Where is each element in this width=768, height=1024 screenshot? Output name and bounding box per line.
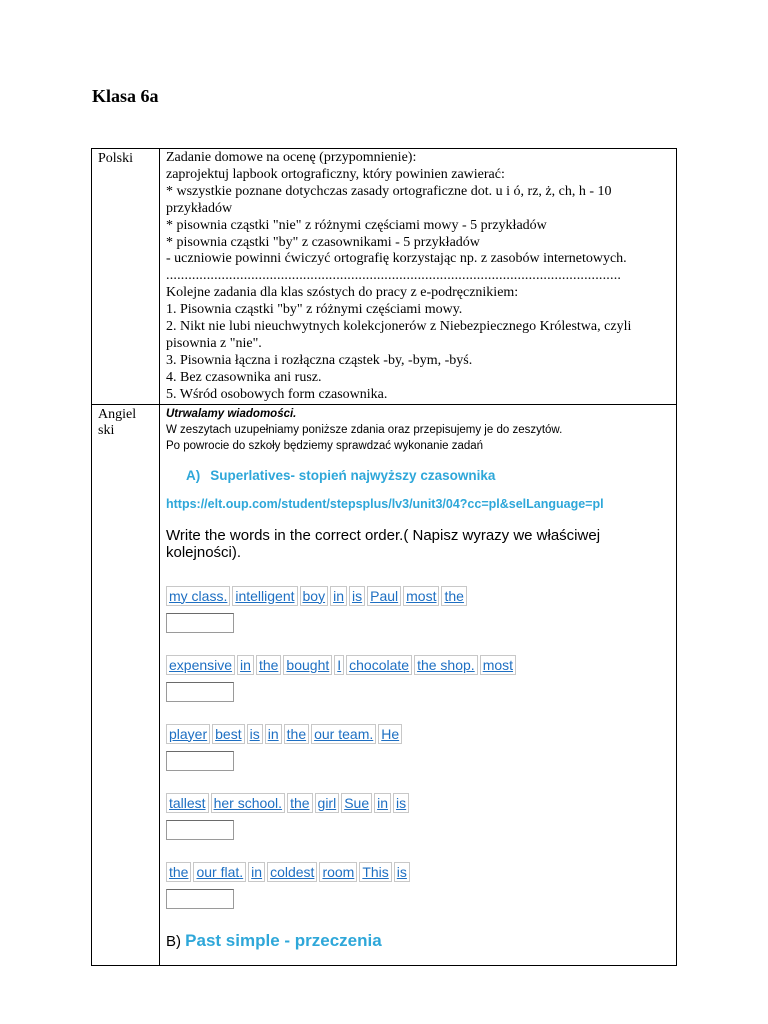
- instruction-text: Write the words in the correct order.( Napisz wyrazy we właściwej kolejności).: [166, 526, 601, 561]
- word-row: [166, 655, 672, 675]
- exercise-link[interactable]: https://elt.oup.com/student/stepsplus/lv3/unit3/04?cc=pl&selLanguage=pl: [166, 496, 604, 511]
- word-chip[interactable]: expensive: [166, 655, 235, 675]
- answer-box[interactable]: [166, 751, 234, 771]
- answer-box[interactable]: [166, 682, 234, 702]
- word-chip[interactable]: is: [247, 724, 263, 744]
- word-chip[interactable]: the: [256, 655, 281, 675]
- subject-label: Angiel: [98, 406, 137, 422]
- section-a-title: Superlatives- stopień najwyższy czasownika: [210, 467, 496, 483]
- dotted-separator: ...........................................................................................................................: [166, 268, 622, 284]
- polski-line: * wszystkie poznane dotychczas zasady ortograficzne dot. u i ó, rz, ż, ch, h - 10 przykładów: [166, 183, 612, 216]
- answer-box[interactable]: [166, 820, 234, 840]
- word-chip[interactable]: room: [319, 862, 357, 882]
- polski-line: * pisownia cząstki "nie" z różnymi częściami mowy - 5 przykładów: [166, 217, 547, 233]
- word-chip[interactable]: in: [330, 586, 347, 606]
- word-chip[interactable]: is: [394, 862, 410, 882]
- word-chip[interactable]: the shop.: [414, 655, 478, 675]
- polski-line: zaprojektuj lapbook ortograficzny, który powinien zawierać:: [166, 166, 505, 182]
- subject-cell-angielski: [92, 404, 160, 965]
- polski-line: 2. Nikt nie lubi nieuchwytnych kolekcjonerów z Niebezpiecznego Królestwa, czyli pisownia z "nie".: [166, 319, 632, 351]
- word-chip[interactable]: my class.: [166, 586, 230, 606]
- table-row-polski: [92, 149, 677, 405]
- word-chip[interactable]: Paul: [367, 586, 401, 606]
- word-chip[interactable]: most: [480, 655, 516, 675]
- polski-line: 5. Wśród osobowych form czasownika.: [166, 386, 388, 402]
- word-chip[interactable]: in: [248, 862, 265, 882]
- word-chip[interactable]: I: [334, 655, 344, 675]
- page-title: Klasa 6a: [92, 86, 159, 106]
- section-a-marker: A): [186, 467, 201, 483]
- section-b-title: Past simple - przeczenia: [185, 930, 382, 950]
- word-row: [166, 793, 672, 813]
- section-b-marker: B): [166, 932, 181, 950]
- word-chip[interactable]: our flat.: [193, 862, 246, 882]
- intro-heading: Utrwalamy wiadomości.: [166, 407, 297, 420]
- table-row-angielski: [92, 404, 677, 965]
- word-chip[interactable]: bought: [283, 655, 332, 675]
- polski-line: - uczniowie powinni ćwiczyć ortografię korzystając np. z zasobów internetowych.: [166, 251, 627, 267]
- subject-label: Polski: [98, 151, 134, 166]
- subject-label: ski: [98, 422, 115, 438]
- word-chip[interactable]: is: [349, 586, 365, 606]
- section-b-heading: [166, 931, 672, 951]
- word-chip[interactable]: the: [284, 724, 309, 744]
- word-chip[interactable]: Sue: [341, 793, 372, 813]
- answer-box[interactable]: [166, 613, 234, 633]
- intro-text: [166, 406, 672, 454]
- section-a-heading: [186, 468, 672, 483]
- word-chip[interactable]: girl: [315, 793, 340, 813]
- word-chip[interactable]: the: [166, 862, 191, 882]
- word-chip[interactable]: in: [237, 655, 254, 675]
- subject-cell-polski: [92, 149, 160, 405]
- word-chip[interactable]: coldest: [267, 862, 317, 882]
- intro-line: Po powrocie do szkoły będziemy sprawdzać wykonanie zadań: [166, 439, 484, 452]
- answer-box[interactable]: [166, 889, 234, 909]
- polski-line: Zadanie domowe na ocenę (przypomnienie):: [166, 150, 417, 165]
- word-chip[interactable]: player: [166, 724, 210, 744]
- lesson-table: [91, 148, 677, 966]
- word-chip[interactable]: best: [212, 724, 244, 744]
- word-chip[interactable]: boy: [300, 586, 329, 606]
- polski-line: 1. Pisownia cząstki "by" z różnymi częściami mowy.: [166, 302, 463, 318]
- word-chip[interactable]: the: [287, 793, 312, 813]
- word-chip[interactable]: her school.: [211, 793, 285, 813]
- word-chip[interactable]: in: [374, 793, 391, 813]
- word-chip[interactable]: He: [378, 724, 402, 744]
- word-chip[interactable]: tallest: [166, 793, 209, 813]
- polski-line: Kolejne zadania dla klas szóstych do pracy z e-podręcznikiem:: [166, 285, 519, 301]
- content-cell-polski: [160, 149, 677, 405]
- content-cell-angielski: [160, 404, 677, 965]
- word-row: [166, 724, 672, 744]
- word-row: [166, 586, 672, 606]
- word-chip[interactable]: This: [359, 862, 391, 882]
- word-chip[interactable]: intelligent: [232, 586, 297, 606]
- word-chip[interactable]: the: [441, 586, 466, 606]
- word-chip[interactable]: is: [393, 793, 409, 813]
- word-order-exercise: [166, 586, 672, 909]
- polski-line: 4. Bez czasownika ani rusz.: [166, 369, 322, 385]
- polski-line: 3. Pisownia łączna i rozłączna cząstek -by, -bym, -byś.: [166, 352, 473, 368]
- word-chip[interactable]: most: [403, 586, 439, 606]
- word-chip[interactable]: chocolate: [346, 655, 412, 675]
- word-chip[interactable]: in: [265, 724, 282, 744]
- intro-line: W zeszytach uzupełniamy poniższe zdania oraz przepisujemy je do zeszytów.: [166, 423, 563, 436]
- word-chip[interactable]: our team.: [311, 724, 376, 744]
- polski-line: * pisownia cząstki "by" z czasownikami - 5 przykładów: [166, 234, 480, 250]
- word-row: [166, 862, 672, 882]
